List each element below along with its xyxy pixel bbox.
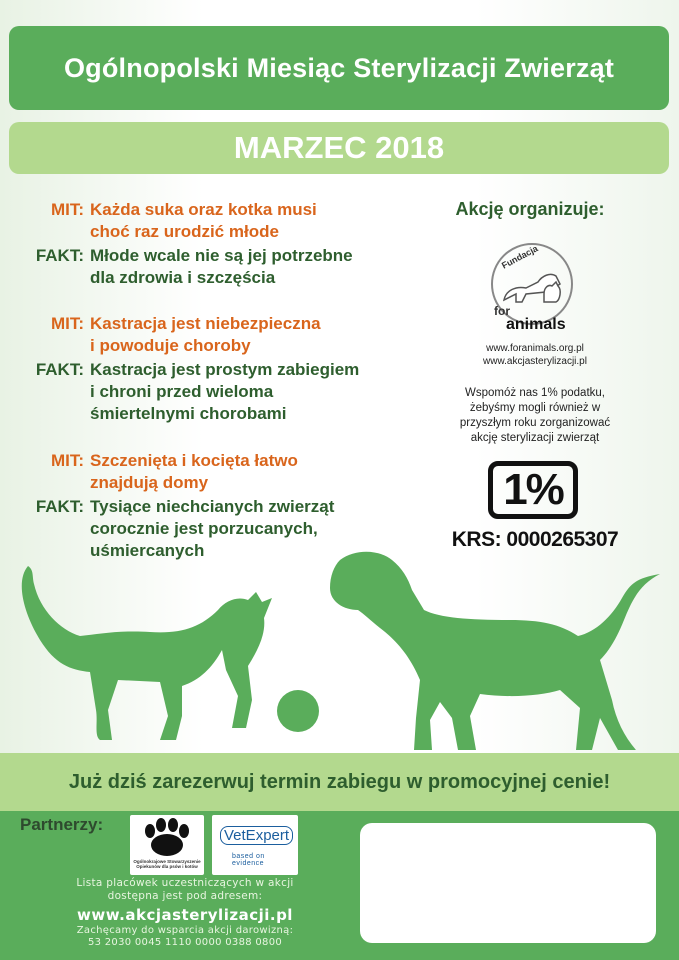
logo-for-text: for [494,304,510,318]
link-foranimals[interactable]: www.foranimals.org.pl [486,343,584,354]
mit-line: Kastracja jest niebezpieczna [90,314,321,333]
fakt-line: Kastracja jest prostym zabiegiem [90,360,360,379]
page-title: Ogólnopolski Miesiąc Sterylizacji Zwierząt [63,52,615,83]
fakt-line: uśmiercanych [90,541,205,560]
fakt-line: Młode wcale nie są jej potrzebne [90,246,353,265]
tax-note [440,386,630,446]
dog-silhouette-icon [330,552,660,750]
myth-row [20,313,390,357]
fakt-label: FAKT: [35,246,84,265]
organizer-heading: Akcję organizuje: [455,199,605,219]
fact-row [20,245,390,289]
fact-row [20,359,390,425]
list-info-line: dostępna jest pod adresem: [107,890,263,902]
myth-fact-block-2 [20,313,390,425]
mit-label: MIT: [50,314,84,333]
mit-label: MIT: [50,451,84,470]
partner-logo-paw[interactable] [130,815,204,875]
animals-illustration [0,540,679,755]
tax-note-line: żebyśmy mogli również w [469,402,601,414]
vetexpert-tagline: based on evidence [232,853,265,867]
list-info [10,877,360,903]
myth-row [20,199,390,243]
partner-logo-vetexpert[interactable] [212,815,298,875]
organizer-links [440,342,630,368]
donation-info [10,925,360,949]
fakt-line: i chroni przed wieloma [90,382,274,401]
mit-text [90,199,390,243]
list-info-line: Lista placówek uczestniczących w akcji [76,877,294,889]
mit-line: znajdują domy [90,473,209,492]
tax-note-line: przyszłym roku zorganizować [459,417,611,429]
fakt-label: FAKT: [35,497,84,516]
fakt-line: śmiertelnymi chorobami [90,404,287,423]
fakt-text [90,359,390,425]
mit-line: i powoduje choroby [90,336,251,355]
blank-stamp-area [360,823,656,943]
fakt-line: dla zdrowia i szczęścia [90,268,276,287]
partner1-caption: Ogólnokrajowe Stowarzyszenie Opiekunów dla psów i kotów [133,859,201,869]
myth-fact-block-1 [20,199,390,289]
vetexpert-logo [220,827,293,844]
fakt-label: FAKT: [35,360,84,379]
cta-bar [0,753,679,811]
one-percent-badge: 1% [488,461,578,519]
month-banner [9,122,669,174]
fakt-text [90,245,390,289]
vetexpert-name: VetExpert [220,826,293,845]
myth-row [20,450,390,494]
mit-text [90,450,390,494]
mit-line: Każda suka oraz kotka musi [90,200,317,219]
tax-note-line: akcję sterylizacji zwierząt [470,432,600,444]
website-link[interactable]: www.akcjasterylizacji.pl [77,906,293,924]
partners-label: Partnerzy: [20,815,104,834]
logo-animals-text: animals [506,316,566,333]
link-akcjasterylizacji[interactable]: www.akcjasterylizacji.pl [483,356,587,367]
paw-icon [130,815,204,859]
krs-number: KRS: 0000265307 [451,528,619,551]
cta-text: Już dziś zarezerwuj termin zabiegu w promocyjnej cenie! [68,770,611,793]
footer [0,811,679,960]
cat-silhouette-icon [22,566,272,740]
mit-line: Szczenięta i kocięta łatwo [90,451,298,470]
mit-label: MIT: [50,200,84,219]
month-label: MARZEC 2018 [233,130,445,165]
mit-line: choć raz urodzić młode [90,222,279,241]
fakt-line: corocznie jest porzucanych, [90,519,318,538]
title-banner [9,26,669,110]
donation-line: Zachęcamy do wsparcia akcji darowizną: [76,925,294,936]
bank-account-number: 53 2030 0045 1110 0000 0388 0800 [87,937,283,948]
mit-text [90,313,390,357]
ball-icon [277,690,319,732]
foranimals-logo [486,238,578,338]
fakt-line: Tysiące niechcianych zwierząt [90,497,335,516]
tax-note-line: Wspomóż nas 1% podatku, [465,387,605,399]
logo-fundacja-text: Fundacja [499,243,540,271]
